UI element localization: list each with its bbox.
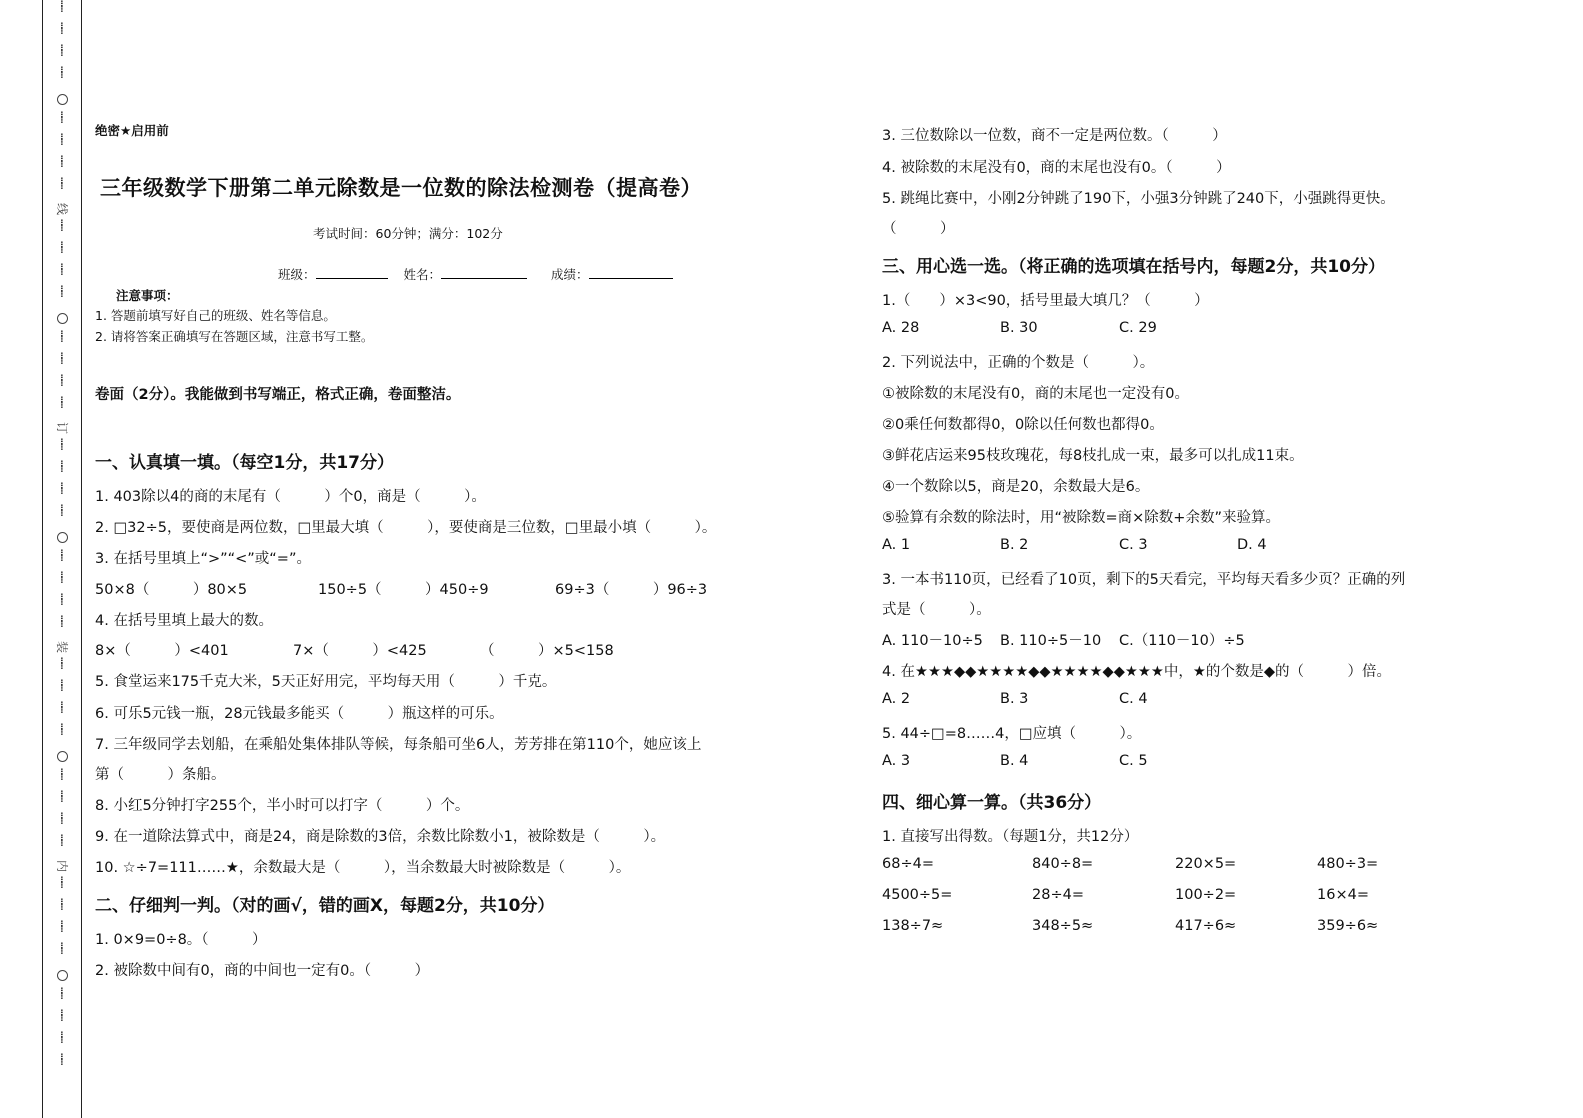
option: B. 3 (1000, 691, 1029, 707)
question: 2. 下列说法中，正确的个数是（ ）。 (882, 355, 1155, 371)
question: 5. 44÷□=8……4，□应填（ ）。 (882, 726, 1142, 742)
option: C.（110－10）÷5 (1119, 633, 1245, 649)
binding-circle-icon (57, 751, 68, 762)
calc-item: 417÷6≈ (1175, 918, 1237, 934)
question-continued: 式是（ ）。 (882, 602, 991, 618)
binding-label: 线 (54, 202, 69, 216)
statement: ①被除数的末尾没有0，商的末尾也一定没有0。 (882, 386, 1189, 402)
option: A. 3 (882, 753, 911, 769)
name-label: 姓名： (403, 267, 442, 282)
calc-item: 480÷3= (1317, 856, 1379, 872)
binding-circle-icon (57, 970, 68, 981)
option: C. 3 (1119, 537, 1148, 553)
calc-item: 28÷4= (1032, 887, 1084, 903)
class-field[interactable] (316, 266, 388, 279)
question: 1. 0×9=0÷8。（ ） (95, 932, 267, 948)
notice-item: 2. 请将答案正确填写在答题区域，注意书写工整。 (95, 329, 374, 344)
score-label: 成绩： (551, 267, 589, 282)
question: 8. 小红5分钟打字255个，半小时可以打字（ ）个。 (95, 798, 470, 814)
binding-line-inner (81, 0, 82, 1118)
binding-line-outer (42, 0, 43, 1118)
compare-item: 69÷3（ ）96÷3 (555, 582, 708, 598)
section4-title: 四、细心算一算。（共36分） (882, 793, 1102, 813)
question: 1.（ ）×3<90，括号里最大填几？（ ） (882, 293, 1209, 309)
binding-circle-icon (57, 532, 68, 543)
calc-item: 100÷2= (1175, 887, 1237, 903)
question: 10. ☆÷7=111……★，余数最大是（ ），当余数最大时被除数是（ ）。 (95, 860, 631, 876)
option: A. 110－10÷5 (882, 633, 983, 649)
compare-item: 50×8（ ）80×5 (95, 582, 248, 598)
binding-margin (0, 0, 82, 1118)
option: D. 4 (1237, 537, 1267, 553)
question-continued: 第（ ）条船。 (95, 767, 226, 783)
binding-circle-icon (57, 94, 68, 105)
binding-label: 装 (54, 640, 69, 654)
question-continued: （ ） (882, 221, 955, 237)
question: 7. 三年级同学去划船，在乘船处集体排队等候，每条船可坐6人，芳芳排在第110个，她应该上 (95, 737, 702, 753)
options-row (882, 629, 1245, 650)
question: 4. 在★★★◆◆★★★★◆◆★★★★◆◆★★★中，★的个数是◆的（ ）倍。 (882, 664, 1391, 680)
option: C. 4 (1119, 691, 1148, 707)
compare-item: 150÷5（ ）450÷9 (318, 582, 489, 598)
neatness-note: 卷面（2分）。我能做到书写端正，格式正确，卷面整洁。 (95, 387, 461, 403)
notice-item: 1. 答题前填写好自己的班级、姓名等信息。 (95, 308, 336, 323)
secret-label: 绝密★启用前 (95, 123, 169, 138)
statement: ②0乘任何数都得0，0除以任何数也都得0。 (882, 417, 1164, 433)
options-row (882, 691, 1148, 707)
q4-items (95, 639, 614, 660)
binding-label: 内 (54, 859, 69, 873)
statement: ③鲜花店运来95枝玫瑰花，每8枝扎成一束，最多可以扎成11束。 (882, 448, 1304, 464)
statement: ④一个数除以5，商是20，余数最大是6。 (882, 479, 1150, 495)
question: 1. 403除以4的商的末尾有（ ）个0，商是（ ）。 (95, 489, 486, 505)
student-info-row (278, 265, 673, 283)
subsection-title: 1. 直接写出得数。（每题1分，共12分） (882, 829, 1139, 845)
section2-title: 二、仔细判一判。（对的画√，错的画X，每题2分，共10分） (95, 896, 555, 916)
section1-title: 一、认真填一填。（每空1分，共17分） (95, 453, 394, 473)
option: A. 28 (882, 320, 920, 336)
calc-item: 138÷7≈ (882, 918, 944, 934)
option: B. 110÷5－10 (1000, 633, 1102, 649)
page-title: 三年级数学下册第二单元除数是一位数的除法检测卷（提高卷） (100, 176, 702, 200)
option: B. 30 (1000, 320, 1038, 336)
question: 2. 被除数中间有0，商的中间也一定有0。（ ） (95, 963, 430, 979)
binding-marks: ⋯⋯ ⋯⋯ ⋯⋯ ⋯⋯ ⋯⋯ ⋯⋯ ⋯⋯ ⋯⋯ 线 ⋯⋯ ⋯⋯ ⋯⋯ ⋯⋯ ⋯⋯ ⋯⋯ ⋯⋯ ⋯⋯ 订 ⋯⋯ ⋯⋯ ⋯⋯ ⋯⋯ ⋯⋯ ⋯⋯ ⋯⋯ ⋯⋯ 装 ⋯⋯ ⋯⋯ ⋯⋯ ⋯⋯ ⋯⋯ ⋯⋯ ⋯⋯ ⋯⋯ 内 ⋯⋯ ⋯⋯ ⋯⋯ ⋯⋯ ⋯⋯ ⋯⋯ ⋯⋯ ⋯⋯ (54, 0, 69, 1065)
question: 9. 在一道除法算式中，商是24，商是除数的3倍，余数比除数小1，被除数是（ ）。 (95, 829, 666, 845)
question: 3. 在括号里填上“>”“<”或“=”。 (95, 551, 311, 567)
question: 6. 可乐5元钱一瓶，28元钱最多能买（ ）瓶这样的可乐。 (95, 706, 504, 722)
question: 4. 被除数的末尾没有0，商的末尾也没有0。（ ） (882, 160, 1231, 176)
calc-row (882, 887, 1369, 903)
calc-item: 16×4= (1317, 887, 1369, 903)
question: 3. 三位数除以一位数，商不一定是两位数。（ ） (882, 128, 1227, 144)
section3-title: 三、用心选一选。（将正确的选项填在括号内，每题2分，共10分） (882, 257, 1385, 277)
options-row (882, 537, 1267, 553)
option: C. 29 (1119, 320, 1157, 336)
option: C. 5 (1119, 753, 1148, 769)
inequality-item: 7×（ ）<425 (293, 643, 427, 659)
option: A. 2 (882, 691, 911, 707)
q3-items (95, 578, 708, 599)
calc-item: 68÷4= (882, 856, 934, 872)
inequality-item: （ ）×5<158 (480, 643, 614, 659)
score-field[interactable] (589, 266, 673, 279)
options-row (882, 753, 1148, 769)
calc-item: 220×5= (1175, 856, 1237, 872)
class-label: 班级： (278, 267, 316, 282)
notice-title: 注意事项： (116, 288, 179, 303)
calc-item: 348÷5≈ (1032, 918, 1094, 934)
calc-item: 4500÷5= (882, 887, 953, 903)
name-field[interactable] (441, 266, 527, 279)
question: 4. 在括号里填上最大的数。 (95, 613, 273, 629)
binding-label: 订 (54, 421, 69, 435)
question: 5. 食堂运来175千克大米，5天正好用完，平均每天用（ ）千克。 (95, 674, 557, 690)
calc-item: 359÷6≈ (1317, 918, 1379, 934)
exam-info: 考试时间：60分钟；满分：102分 (313, 226, 503, 241)
option: B. 2 (1000, 537, 1029, 553)
question: 3. 一本书110页，已经看了10页，剩下的5天看完，平均每天看多少页？正确的列 (882, 572, 1406, 588)
calc-row (882, 856, 1379, 872)
options-row (882, 320, 1157, 336)
option: A. 1 (882, 537, 911, 553)
statement: ⑤验算有余数的除法时，用“被除数=商×除数+余数”来验算。 (882, 510, 1280, 526)
option: B. 4 (1000, 753, 1029, 769)
inequality-item: 8×（ ）<401 (95, 643, 229, 659)
binding-circle-icon (57, 313, 68, 324)
question: 2. □32÷5，要使商是两位数，□里最大填（ ），要使商是三位数，□里最小填（ ）。 (95, 520, 717, 536)
calc-item: 840÷8= (1032, 856, 1094, 872)
question: 5. 跳绳比赛中，小刚2分钟跳了190下，小强3分钟跳了240下，小强跳得更快。 (882, 191, 1395, 207)
calc-row (882, 918, 1379, 934)
